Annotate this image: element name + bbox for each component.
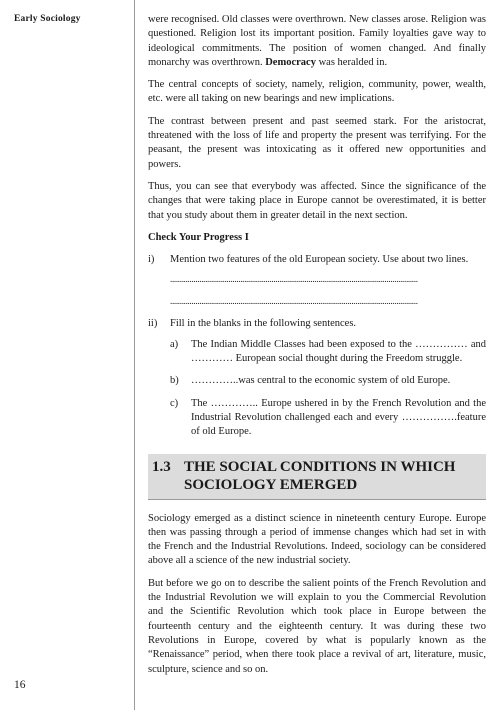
page-number: 16: [14, 679, 26, 691]
question-2-text: Fill in the blanks in the following sentences.: [170, 318, 357, 330]
paragraph-contrast: The contrast between present and past seemed stark. For the aristocrat, threatened with the loss of life and property the present was terrifying. For the peasant, the present was intoxicating as it offered new opportunities and powers.: [148, 115, 486, 170]
intro-text-2: was heralded in.: [315, 56, 388, 68]
question-2: [148, 317, 486, 331]
fill-blank-b: [170, 374, 486, 388]
section-paragraph-2: But before we go on to describe the salient points of the French Revolution and the Industrial Revolution we will explain to you the Commercial Revolution and the Scientific Revolution which took place in Europe between the fourteenth century and the eighteenth century. It was during these two Revolutions in Europe, covered by what is popularly known as the “Renaissance” period, when there took place a revival of art, literature, music, sculpture, science and so on.: [148, 577, 486, 675]
intro-text-1: were recognised. Old classes were overthrown. New classes arose. Religion was questioned. Religion lost its important position. Family loyalties gave way to ideological commitments. The position of women changed. And finally monarchy was overthrown.: [148, 14, 486, 68]
paragraph-concepts: The central concepts of society, namely, religion, community, power, wealth, etc. were all taking on new bearings and new implications.: [148, 79, 486, 105]
fill-blank-c: [170, 397, 486, 440]
fill-blank-c-letter: c): [170, 397, 179, 409]
fill-blank-c-text: The ………….. Europe ushered in by the French Revolution and the Industrial Revolution challenged each and every …………….feature of old Europe.: [191, 397, 486, 438]
answer-line-1: ...............................................................................................................................: [170, 274, 418, 285]
section-title-line-1: THE SOCIAL CONDITIONS IN WHICH: [184, 458, 456, 475]
paragraph-affected: Thus, you can see that everybody was affected. Since the significance of the changes that were taking place in Europe cannot be overestimated, it is better that you study about them in greater detail in the next section.: [148, 180, 486, 221]
page-body: [148, 13, 486, 685]
intro-paragraph: [148, 13, 486, 70]
section-title: [184, 458, 482, 494]
section-number: 1.3: [152, 458, 171, 475]
running-head: Early Sociology: [14, 14, 81, 24]
answer-line-2: ...............................................................................................................................: [170, 296, 418, 307]
question-1: [148, 253, 486, 267]
check-progress-heading: Check Your Progress I: [148, 231, 249, 243]
fill-blank-b-letter: b): [170, 375, 179, 387]
question-1-text: Mention two features of the old European society. Use about two lines.: [170, 254, 469, 266]
fill-blank-a: [170, 338, 486, 367]
question-2-number: ii): [148, 318, 158, 330]
section-heading: [148, 454, 486, 500]
question-1-number: i): [148, 254, 155, 266]
fill-blank-a-letter: a): [170, 338, 179, 350]
section-paragraph-1: Sociology emerged as a distinct science in nineteenth century Europe. Europe then was passing through a period of immense changes which had set in with the French and the Industrial Revolutions. Indeed, sociology can be considered above all a science of the new industrial society.: [148, 512, 486, 567]
democracy-term: Democracy: [265, 56, 316, 68]
fill-blank-a-text: The Indian Middle Classes had been exposed to the …………… and ………… European social thought during the Freedom struggle.: [191, 338, 486, 365]
section-title-line-2: SOCIOLOGY EMERGED: [184, 476, 358, 493]
margin-divider: [134, 0, 135, 710]
fill-blank-b-text: …………..was central to the economic system of old Europe.: [191, 375, 451, 387]
